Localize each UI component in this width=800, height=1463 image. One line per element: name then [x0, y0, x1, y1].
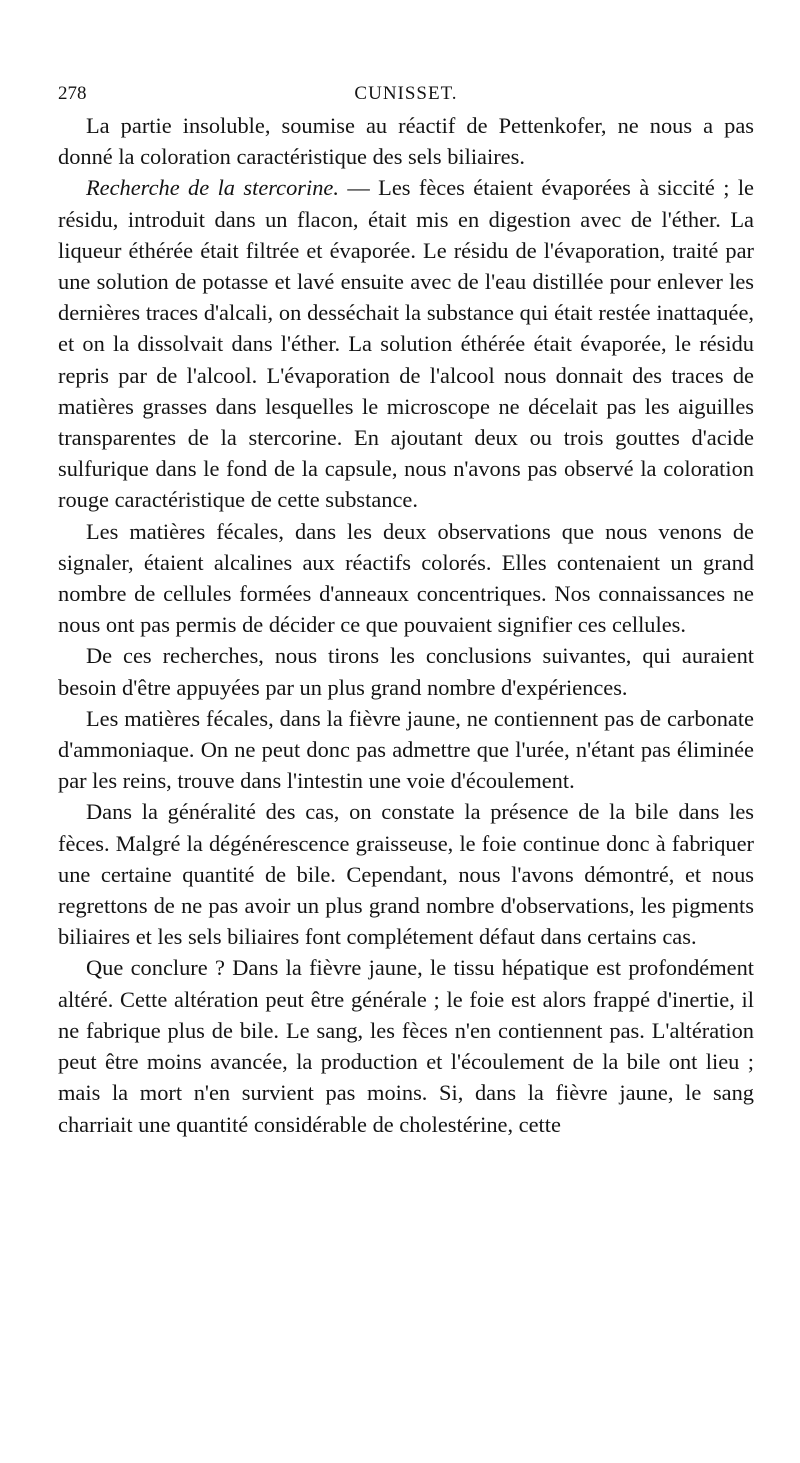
paragraph-conclusions-intro [58, 640, 754, 702]
paragraph-insoluble-part [58, 110, 754, 172]
paragraph-text: La partie insoluble, soumise au réactif de Pettenkofer, ne nous a pas donné la coloration caractéristique des sels biliaires. [58, 113, 754, 170]
paragraph-text: Dans la généralité des cas, on constate la présence de la bile dans les fèces. Malgré la dégénérescence graisseuse, le foie continue donc à fabriquer une certaine quantité de bile. Cependant, nous l'avons démontré, et nous regrettons de ne pas avoir un plus grand nombre d'observations, les pigments biliaires et les sels biliaires font complétement défaut dans certains cas. [58, 799, 754, 950]
paragraph-what-to-conclude [58, 952, 754, 1139]
paragraph-ammonia-carbonate [58, 703, 754, 797]
paragraph-text: Les matières fécales, dans la fièvre jaune, ne contiennent pas de carbonate d'ammoniaque. On ne peut donc pas admettre que l'urée, n'étant pas éliminée par les reins, trouve dans l'intestin une voie d'écoulement. [58, 705, 754, 794]
paragraph-text: — Les fèces étaient évaporées à siccité ; le résidu, introduit dans un flacon, était mis en digestion avec de l'éther. La liqueur éthérée était filtrée et évaporée. Le résidu de l'évaporation, traité par une solution de potasse et lavé ensuite avec de l'eau distillée pour enlever les dernières traces d'alcali, on desséchait la substance qui était restée inattaquée, et on la dissolvait dans l'éther. La solution éthérée était évaporée, le résidu repris par de l'alcool. L'évaporation de l'alcool nous donnait des traces de matières grasses dans lesquelles le microscope ne décelait pas les aiguilles transparentes de la stercorine. En ajoutant deux ou trois gouttes d'acide sulfurique dans le fond de la capsule, nous n'avons pas observé la coloration rouge caractéristique de cette substance. [58, 175, 754, 513]
paragraph-bile-presence [58, 796, 754, 952]
paragraph-text: Les matières fécales, dans les deux observations que nous venons de signaler, étaient alcalines aux réactifs colorés. Elles contenaient un grand nombre de cellules formées d'anneaux concentriques. Nos connaissances ne nous ont pas permis de décider ce que pouvaient signifier ces cellules. [58, 518, 754, 638]
running-head: CUNISSET. [354, 83, 458, 104]
paragraph-stercorine-research [58, 172, 754, 515]
page-body [58, 110, 754, 1140]
section-title-stercorine: Recherche de la stercorine. [86, 175, 339, 201]
paragraph-text: Que conclure ? Dans la fièvre jaune, le tissu hépatique est profondément altéré. Cette altération peut être générale ; le foie est alors frappé d'inertie, il ne fabrique plus de bile. Le sang, les fèces n'en contiennent pas. L'altération peut être moins avancée, la production et l'écoulement de la bile ont lieu ; mais la mort n'en survient pas moins. Si, dans la fièvre jaune, le sang charriait une quantité considérable de cholestérine, cette [58, 955, 754, 1137]
page-header [58, 81, 754, 107]
paragraph-text: De ces recherches, nous tirons les conclusions suivantes, qui auraient besoin d'être appuyées par un plus grand nombre d'expériences. [58, 643, 754, 700]
page-number: 278 [58, 83, 87, 104]
paragraph-fecal-matter-cells [58, 516, 754, 641]
